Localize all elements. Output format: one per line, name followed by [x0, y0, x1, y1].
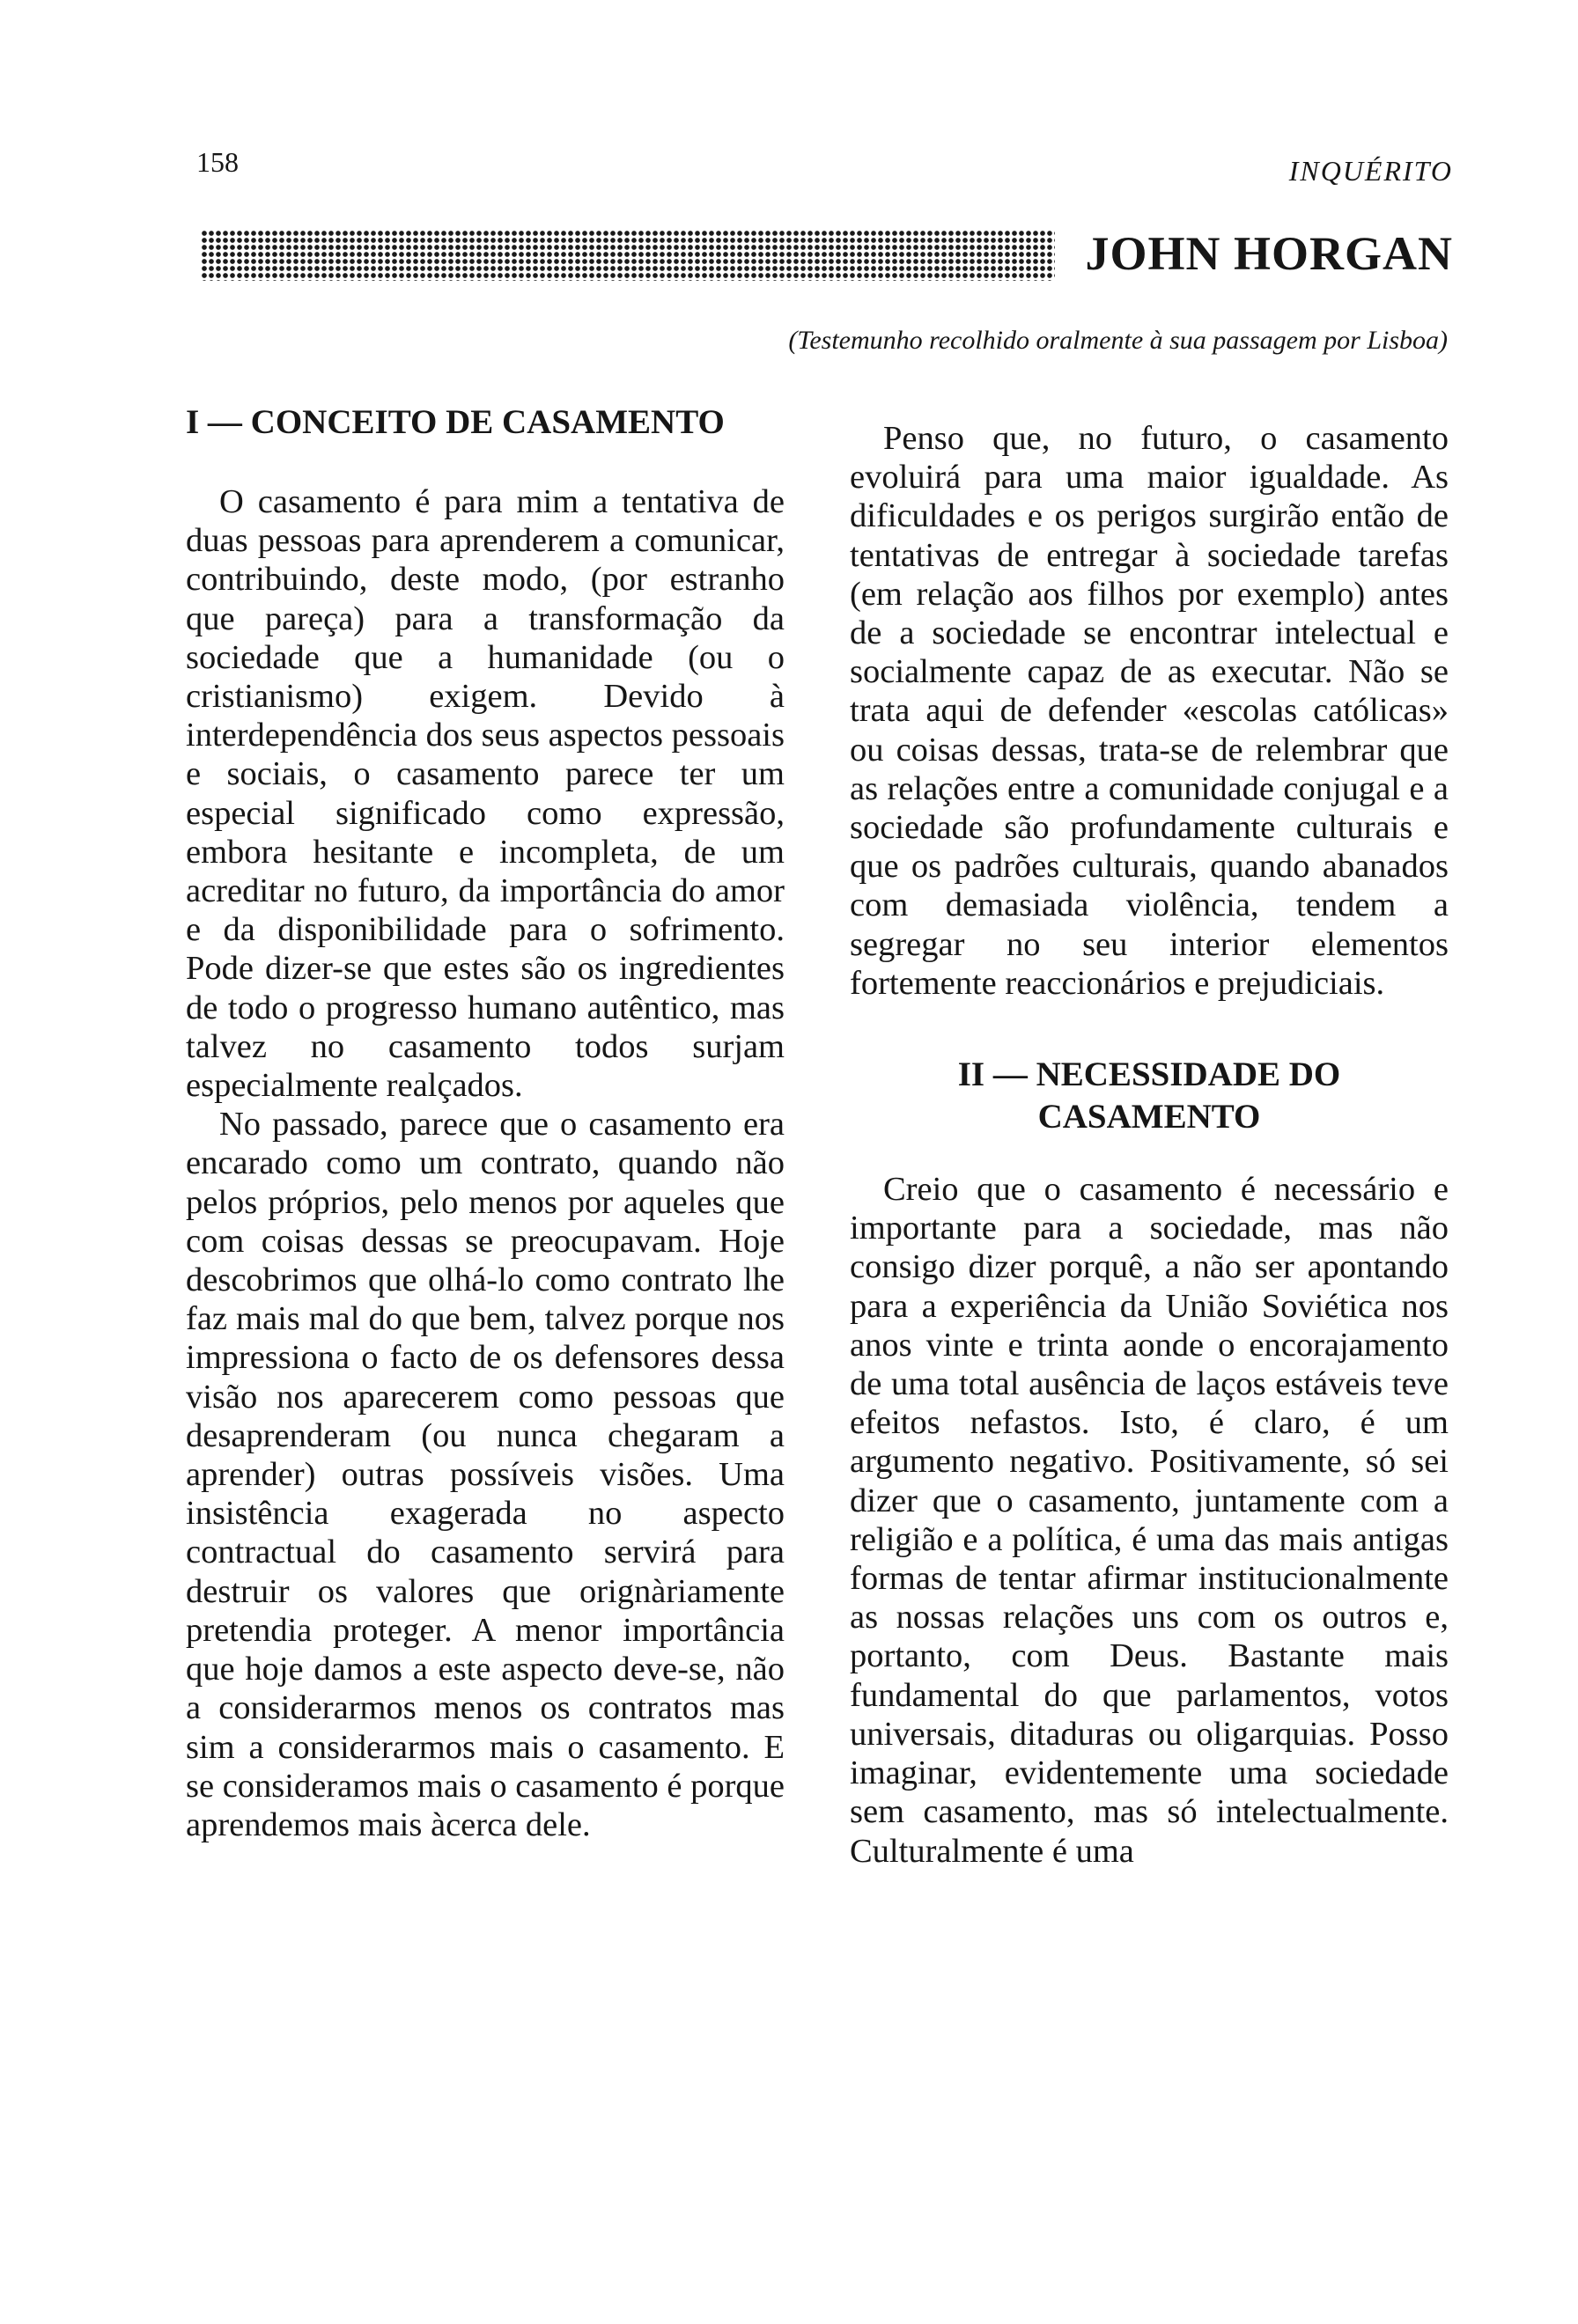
- running-head: INQUÉRITO: [1288, 155, 1453, 187]
- section-heading-2: II — NECESSIDADE DO CASAMENTO: [957, 1055, 1341, 1136]
- paragraph-1: O casamento é para mim a tentativa de duas pessoas para aprenderem a comunicar, contribuindo, deste modo, (por estranho que pareça) para a transformação da sociedade que a humanidade (ou o cristianismo) exigem. Devido à interdependência dos seus aspectos pessoais e sociais, o casamento parece ter um especial significado como expressão, embora hesitante e incompleta, de um acreditar no futuro, da importância do amor e da disponibilidade para o sofrimento. Pode dizer-se que estes são os ingredientes de todo o progresso humano autêntico, mas talvez no casamento todos surjam especialmente realçados.: [186, 483, 785, 1105]
- paragraph-2: No passado, parece que o casamento era encarado como um contrato, quando não pelos próprios, pelo menos por aqueles que com coisas dessas se preocupavam. Hoje descobrimos que olhá-lo como contrato lhe faz mais mal do que bem, talvez porque nos impressiona o facto de os defensores dessa visão nos aparecerem como pessoas que desaprenderam (ou nunca chegaram a aprender) outras possíveis visões. Uma insistência exagerada no aspecto contractual do casamento servirá para destruir os valores que orignàriamente pretendia proteger. A menor importância que hoje damos a este aspecto deve-se, não a considerarmos menos os contratos mas sim a considerarmos mais o casamento. E se consideramos mais o casamento é porque aprendemos mais àcerca dele.: [186, 1106, 785, 1843]
- ornament-band: [201, 230, 1055, 281]
- column-left: [186, 401, 785, 1844]
- article-author: JOHN HORGAN: [1085, 227, 1453, 280]
- testimony-note: (Testemunho recolhido oralmente à sua passagem por Lisboa): [788, 326, 1448, 355]
- section-heading-1: I — CONCEITO DE CASAMENTO: [186, 403, 725, 441]
- paragraph-4: Creio que o casamento é necessário e importante para a sociedade, mas não consigo dizer porquê, a não ser apontando para a experiência da União Soviética nos anos vinte e trinta aonde o encorajamento de uma total ausência de laços estáveis teve efeitos nefastos. Isto, é claro, é um argumento negativo. Positivamente, só sei dizer que o casamento, juntamente com a religião e a política, é uma das mais antigas formas de tentar afirmar institucionalmente as nossas relações uns com os outros e, portanto, com Deus. Bastante mais fundamental do que parlamentos, votos universais, ditaduras ou oligarquias. Posso imaginar, evidentemente uma sociedade sem casamento, mas só intelectualmente. Culturalmente é uma: [850, 1171, 1449, 1870]
- page-number: 158: [196, 146, 239, 178]
- paragraph-3: Penso que, no futuro, o casamento evoluirá para uma maior igualdade. As dificuldades e os perigos surgirão então de tentativas de entregar à sociedade tarefas (em relação aos filhos por exemplo) antes de a sociedade se encontrar intelectual e socialmente capaz de as executar. Não se trata aqui de defender «escolas católicas» ou coisas dessas, trata-se de relembrar que as relações entre a comunidade conjugal e a sociedade são profundamente culturais e que os padrões culturais, quando abanados com demasiada violência, tendem a segregar no seu interior elementos fortemente reaccionários e prejudiciais.: [850, 420, 1449, 1002]
- column-right: [850, 419, 1449, 1871]
